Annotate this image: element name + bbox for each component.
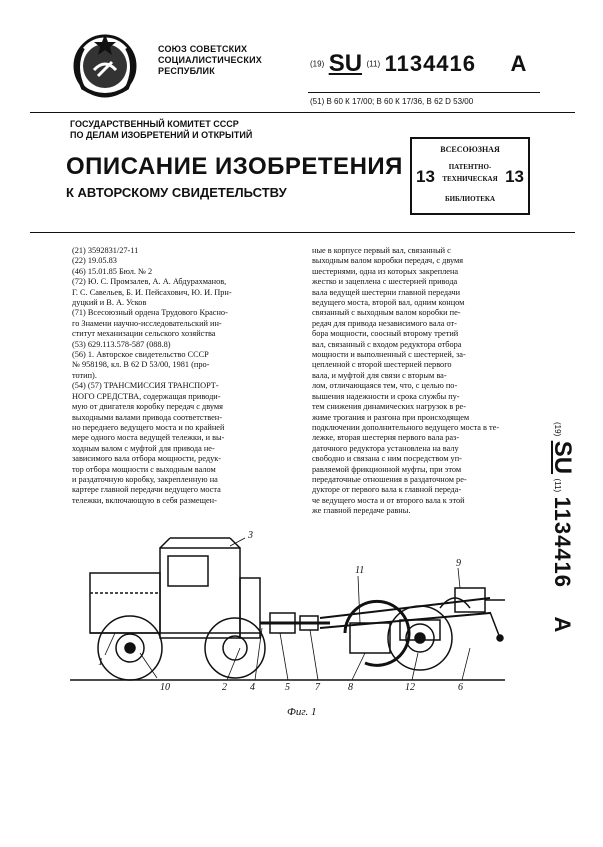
text-line: тележки, включающую в себя размещен- (72, 495, 217, 505)
text-line: (72) Ю. С. Промзалев, А. А. Абдурахманов, (72, 277, 227, 287)
frame-block (240, 578, 260, 638)
label-3: 3 (248, 530, 253, 541)
committee-line: ПО ДЕЛАМ ИЗОБРЕТЕНИЙ И ОТКРЫТИЙ (70, 130, 253, 140)
text-line: вал, связанный с входом редуктора отбора (312, 339, 462, 349)
text-line: дукторе от первого вала к главной переда- (312, 485, 462, 495)
ipc-divider (308, 92, 540, 93)
label-2: 2 (222, 682, 227, 693)
label-6: 6 (458, 682, 463, 693)
country-code: SU (328, 50, 363, 77)
text-line: вала, и муфтой для связи с вторым ва- (312, 370, 447, 380)
text-line: вала ведущей шестерни главной передачи (312, 287, 461, 297)
label-5: 5 (285, 682, 290, 693)
text-line: подключении дополнительного ведущего моста в те- (312, 422, 500, 432)
label-11: 11 (355, 565, 365, 576)
text-line: ные в корпусе первый вал, связанный с (312, 246, 451, 255)
stamp-number-left: 13 (416, 167, 435, 186)
text-line: дуцкий и В. А. Усков (72, 298, 147, 308)
text-line: (22) 19.05.83 (72, 256, 117, 266)
text-line: жиме трогания и разгона при происходящем (312, 412, 470, 422)
library-stamp (410, 137, 530, 215)
tractor-hood (90, 573, 160, 633)
label-12: 12 (405, 682, 415, 693)
text-line: лежке, вторая шестерня первого вала раз- (312, 433, 460, 443)
text-line: ходным валом с муфтой для привода не- (72, 443, 215, 453)
text-line: (46) 15.01.85 Бюл. № 2 (72, 266, 153, 276)
text-line: редач для привода независимого вала от- (312, 318, 457, 328)
tractor-cabin (160, 548, 240, 638)
tractor-rear-wheel (205, 618, 265, 678)
text-line: № 958198, кл. В 62 D 53/00, 1981 (про- (72, 360, 210, 370)
text-line: Г. С. Савельев, Б. И. Пейсахович, Ю. И. Прн- (72, 287, 232, 297)
side-code-19: (19) (553, 422, 562, 437)
text-line: выходным валом коробки передач, с двумя (312, 256, 464, 266)
code-11: (11) (366, 59, 381, 69)
text-line: же главной передаче равны. (312, 506, 411, 516)
text-line: тем снижения динамических нагрузок в ре- (312, 402, 466, 412)
text-line: выходными валами привода соответствен- (72, 412, 222, 422)
patent-number: 1134416 (384, 51, 477, 76)
label-10: 10 (160, 682, 170, 693)
country-name (158, 44, 262, 77)
org-line: РЕСПУБЛИК (158, 66, 215, 76)
text-line: ститут механизации сельского хозяйства (72, 329, 216, 339)
text-line: тотип). (72, 370, 97, 380)
document-subtitle: К АВТОРСКОМУ СВИДЕТЕЛЬСТВУ (66, 185, 287, 200)
label-7: 7 (315, 682, 320, 693)
text-line: цепленной с второй шестерней первого (312, 360, 452, 370)
kind-code: A (510, 51, 527, 76)
stamp-line: БИБЛИОТЕКА (444, 195, 496, 203)
label-9: 9 (456, 558, 461, 569)
bibliographic-column (72, 246, 282, 506)
side-publication-number (538, 422, 578, 682)
text-line: бора мощности, соосный второму третий (312, 329, 459, 339)
text-line: и раздаточную коробку, закрепленную на (72, 474, 218, 484)
text-line: мую от двигателя коробку передач с двумя (72, 402, 223, 412)
text-line: передаточные отношения в раздаточном ре- (312, 474, 467, 484)
text-line: жестко и зацеплена с шестерней привода (312, 277, 458, 287)
text-line: (71) Всесоюзный ордена Трудового Красно- (72, 308, 228, 318)
text-line: картере главной передачи ведущего моста (72, 485, 221, 495)
text-line: свободно и связана с ним посредством уп- (312, 454, 462, 464)
text-line: (54) (57) ТРАНСМИССИЯ ТРАНСПОРТ- (72, 381, 219, 391)
stamp-number-right: 13 (505, 167, 524, 186)
side-code-11: (11) (553, 478, 562, 493)
stamp-line: ВСЕСОЮЗНАЯ (440, 145, 500, 154)
text-line: (53) 629.113.578-587 (088.8) (72, 339, 171, 349)
side-kind: A (550, 616, 575, 633)
text-line: шестернями, одна из которых закреплена (312, 266, 459, 276)
text-line: (56) 1. Авторское свидетельство СССР (72, 350, 209, 360)
text-line: вышения надежности и срока службы пу- (312, 391, 460, 401)
text-line: тор отбора мощности с выходным валом (72, 464, 216, 474)
text-line: го Знамени научно-исследовательский ин- (72, 318, 222, 328)
text-line: зависимого вала отбора мощности, редук- (72, 454, 222, 464)
label-8: 8 (348, 682, 353, 693)
body-divider (30, 232, 575, 233)
stamp-line: ПАТЕНТНО- (448, 163, 492, 171)
text-line: (21) 3592831/27-11 (72, 246, 139, 255)
org-line: СОЮЗ СОВЕТСКИХ (158, 44, 248, 54)
ussr-emblem-icon (68, 28, 142, 102)
publication-number (310, 50, 526, 78)
label-1: 1 (98, 657, 103, 668)
committee-line: ГОСУДАРСТВЕННЫЙ КОМИТЕТ СССР (70, 119, 239, 129)
text-line: даточного редуктора установлена на валу (312, 443, 459, 453)
text-line: но переднего ведущего моста и по крайней (72, 422, 225, 432)
document-title: ОПИСАНИЕ ИЗОБРЕТЕНИЯ (66, 153, 403, 180)
side-number: 1134416 (550, 496, 575, 589)
text-line: мощности и выполненный с шестерней, за- (312, 350, 466, 360)
text-line: НОГО СРЕДСТВА, содержащая приводи- (72, 391, 221, 401)
text-line: равляемой фрикционной муфты, при этом (312, 464, 462, 474)
cabin-window (168, 556, 208, 586)
ipc-classification: (51) В 60 К 17/00; В 60 К 17/36, В 62 D 53/00 (310, 97, 474, 106)
figure-caption: Фиг. 1 (287, 706, 317, 718)
header-divider (30, 112, 575, 113)
code-19: (19) (310, 59, 325, 69)
text-line: мере одного моста ведущей тележки, и вы- (72, 433, 225, 443)
stamp-line: ТЕХНИЧЕСКАЯ (442, 175, 498, 183)
org-line: СОЦИАЛИСТИЧЕСКИХ (158, 55, 262, 65)
text-line: связанный с выходным валом коробки пе- (312, 308, 461, 318)
text-line: лом, отличающаяся тем, что, с целью по- (312, 381, 458, 391)
side-country: SU (549, 440, 576, 475)
text-line: че ведущего моста и от второго вала к этой (312, 495, 465, 505)
text-line: ведущего моста, второй вал, одним концом (312, 298, 465, 308)
label-4: 4 (250, 682, 255, 693)
claim-column (312, 246, 530, 517)
vehicle-drawing (60, 528, 510, 708)
committee-name (70, 119, 252, 141)
